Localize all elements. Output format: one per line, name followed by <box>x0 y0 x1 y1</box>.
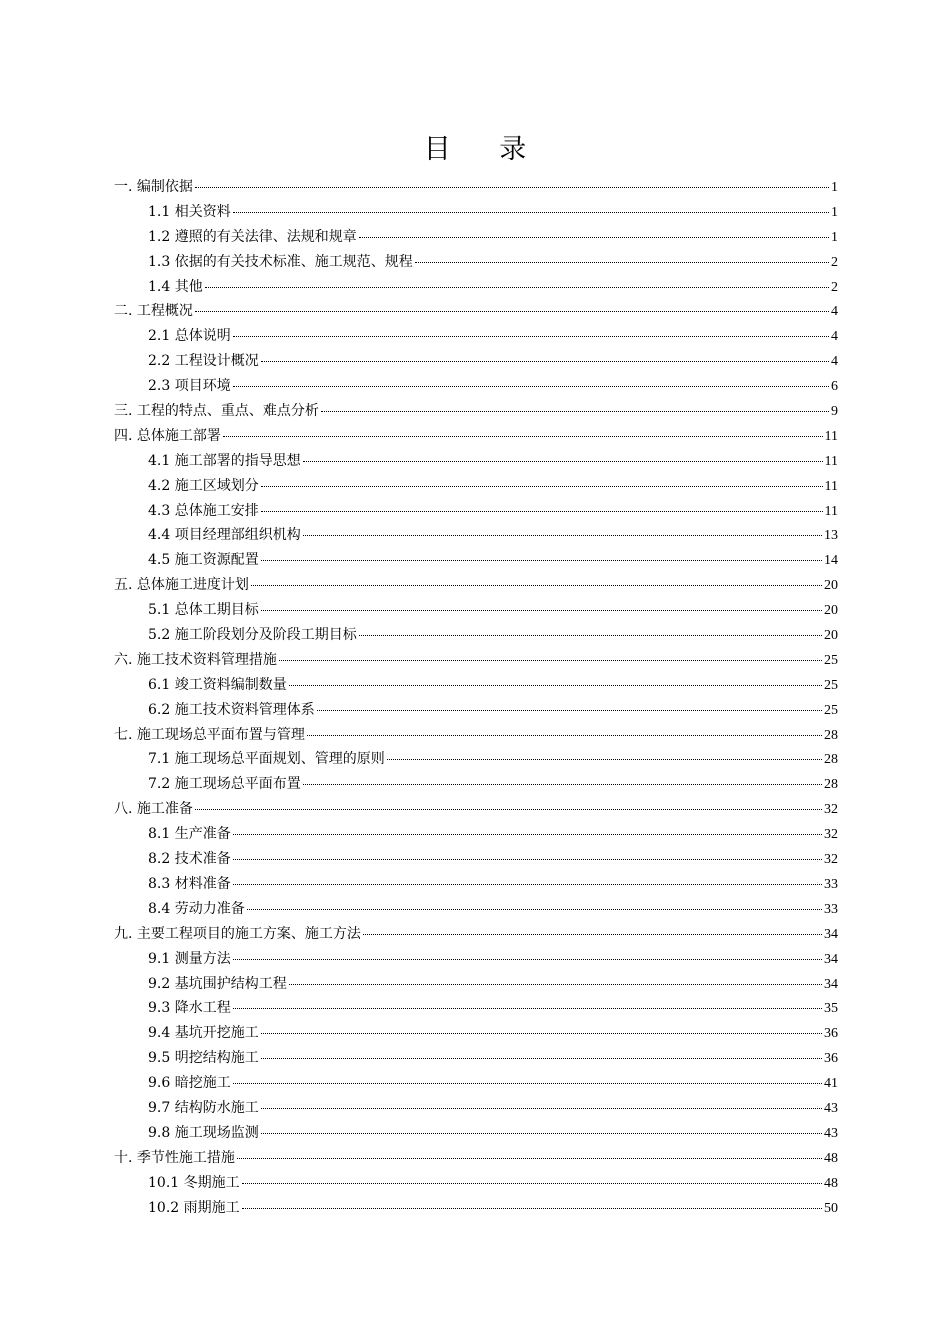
toc-section-entry[interactable] <box>114 872 838 897</box>
toc-page-number: 20 <box>824 578 838 594</box>
toc-dot-leader <box>415 262 829 263</box>
toc-entry-label: 十. 季节性施工措施 <box>114 1149 235 1166</box>
toc-section-entry[interactable] <box>114 698 838 723</box>
toc-page-number: 33 <box>824 876 838 892</box>
toc-section-entry[interactable] <box>114 250 838 275</box>
toc-entry-label: 5.2 施工阶段划分及阶段工期目标 <box>148 627 357 644</box>
toc-dot-leader <box>195 809 822 810</box>
toc-dot-leader <box>261 1133 822 1134</box>
toc-page-number: 25 <box>824 677 838 693</box>
toc-dot-leader <box>233 959 822 960</box>
toc-dot-leader <box>195 187 829 188</box>
toc-chapter-entry[interactable] <box>114 1146 838 1171</box>
toc-chapter-entry[interactable] <box>114 648 838 673</box>
toc-dot-leader <box>261 560 822 561</box>
toc-entry-label: 9.7 结构防水施工 <box>148 1099 259 1116</box>
toc-entry-label: 6.2 施工技术资料管理体系 <box>148 701 315 718</box>
toc-entry-label: 10.1 冬期施工 <box>148 1174 240 1191</box>
toc-entry-label: 1.2 遵照的有关法律、法规和规章 <box>148 228 357 245</box>
toc-page-number: 34 <box>824 926 838 942</box>
toc-page-number: 48 <box>824 1175 838 1191</box>
toc-page-number: 14 <box>824 553 838 569</box>
toc-entry-label: 4.1 施工部署的指导思想 <box>148 452 301 469</box>
toc-section-entry[interactable] <box>114 623 838 648</box>
toc-entry-label: 4.2 施工区域划分 <box>148 477 259 494</box>
toc-dot-leader <box>321 411 829 412</box>
toc-page-number: 25 <box>824 652 838 668</box>
toc-dot-leader <box>303 461 823 462</box>
toc-chapter-entry[interactable] <box>114 399 838 424</box>
toc-section-entry[interactable] <box>114 996 838 1021</box>
toc-dot-leader <box>233 884 822 885</box>
toc-chapter-entry[interactable] <box>114 723 838 748</box>
toc-entry-label: 8.1 生产准备 <box>148 826 231 843</box>
toc-page-number: 4 <box>831 354 838 370</box>
toc-dot-leader <box>261 1033 822 1034</box>
toc-section-entry[interactable] <box>114 972 838 997</box>
toc-dot-leader <box>387 759 822 760</box>
toc-chapter-entry[interactable] <box>114 922 838 947</box>
toc-page-number: 36 <box>824 1051 838 1067</box>
toc-entry-label: 8.4 劳动力准备 <box>148 900 245 917</box>
toc-dot-leader <box>233 859 822 860</box>
toc-section-entry[interactable] <box>114 598 838 623</box>
toc-entry-label: 9.4 基坑开挖施工 <box>148 1025 259 1042</box>
toc-dot-leader <box>261 1058 822 1059</box>
toc-page-number: 43 <box>824 1125 838 1141</box>
toc-section-entry[interactable] <box>114 324 838 349</box>
toc-entry-label: 三. 工程的特点、重点、难点分析 <box>114 403 319 420</box>
toc-dot-leader <box>303 535 822 536</box>
toc-dot-leader <box>303 784 822 785</box>
toc-section-entry[interactable] <box>114 275 838 300</box>
toc-chapter-entry[interactable] <box>114 573 838 598</box>
toc-dot-leader <box>233 834 822 835</box>
toc-page-number: 4 <box>831 329 838 345</box>
toc-entry-label: 八. 施工准备 <box>114 801 193 818</box>
toc-page-number: 1 <box>831 204 838 220</box>
toc-dot-leader <box>251 585 822 586</box>
toc-page-number: 28 <box>824 727 838 743</box>
toc-entry-label: 一. 编制依据 <box>114 179 193 195</box>
toc-dot-leader <box>359 237 829 238</box>
toc-page-number: 6 <box>831 379 838 395</box>
toc-section-entry[interactable] <box>114 1071 838 1096</box>
toc-page-number: 28 <box>824 752 838 768</box>
toc-entry-label: 9.5 明挖结构施工 <box>148 1050 259 1067</box>
toc-entry-label: 二. 工程概况 <box>114 303 193 320</box>
toc-section-entry[interactable] <box>114 947 838 972</box>
toc-page-number: 28 <box>824 777 838 793</box>
toc-section-entry[interactable] <box>114 1196 838 1221</box>
toc-section-entry[interactable] <box>114 548 838 573</box>
toc-page-number: 41 <box>824 1076 838 1092</box>
toc-section-entry[interactable] <box>114 1096 838 1121</box>
toc-entry-label: 1.4 其他 <box>148 278 203 295</box>
toc-dot-leader <box>242 1208 822 1209</box>
toc-dot-leader <box>359 635 822 636</box>
toc-entry-label: 7.1 施工现场总平面规划、管理的原则 <box>148 751 385 768</box>
toc-chapter-entry[interactable] <box>114 299 838 324</box>
table-of-contents <box>114 175 838 1220</box>
toc-section-entry[interactable] <box>114 897 838 922</box>
toc-page-number: 11 <box>824 428 838 444</box>
toc-dot-leader <box>233 1083 822 1084</box>
toc-entry-label: 4.3 总体施工安排 <box>148 502 259 519</box>
toc-entry-label: 1.3 依据的有关技术标准、施工规范、规程 <box>148 253 413 270</box>
toc-dot-leader <box>247 909 822 910</box>
toc-entry-label: 七. 施工现场总平面布置与管理 <box>114 726 305 743</box>
toc-dot-leader <box>237 1158 822 1159</box>
toc-entry-label: 2.1 总体说明 <box>148 328 231 345</box>
toc-entry-label: 六. 施工技术资料管理措施 <box>114 651 277 668</box>
toc-dot-leader <box>195 311 829 312</box>
toc-entry-label: 9.3 降水工程 <box>148 1000 231 1017</box>
toc-section-entry[interactable] <box>114 847 838 872</box>
toc-page-number: 34 <box>824 976 838 992</box>
toc-dot-leader <box>317 710 822 711</box>
toc-section-entry[interactable] <box>114 449 838 474</box>
toc-dot-leader <box>261 486 823 487</box>
toc-page-number: 11 <box>824 478 838 494</box>
toc-chapter-entry[interactable] <box>114 175 838 200</box>
toc-dot-leader <box>261 1108 822 1109</box>
toc-entry-label: 5.1 总体工期目标 <box>148 602 259 619</box>
toc-entry-label: 1.1 相关资料 <box>148 203 231 220</box>
toc-entry-label: 9.8 施工现场监测 <box>148 1124 259 1141</box>
toc-dot-leader <box>233 336 829 337</box>
toc-section-entry[interactable] <box>114 1171 838 1196</box>
toc-dot-leader <box>261 511 823 512</box>
toc-page-number: 35 <box>824 1001 838 1017</box>
toc-page-number: 36 <box>824 1026 838 1042</box>
page-title: 目 录 <box>423 134 547 165</box>
toc-dot-leader <box>205 287 829 288</box>
toc-section-entry[interactable] <box>114 1046 838 1071</box>
toc-section-entry[interactable] <box>114 1021 838 1046</box>
toc-entry-label: 4.4 项目经理部组织机构 <box>148 527 301 544</box>
toc-dot-leader <box>289 984 822 985</box>
toc-page-number: 20 <box>824 603 838 619</box>
toc-page-number: 11 <box>824 453 838 469</box>
toc-section-entry[interactable] <box>114 349 838 374</box>
toc-section-entry[interactable] <box>114 822 838 847</box>
toc-page-number: 33 <box>824 901 838 917</box>
toc-page-number: 43 <box>824 1100 838 1116</box>
toc-entry-label: 9.1 测量方法 <box>148 950 231 967</box>
toc-entry-label: 2.3 项目环境 <box>148 378 231 395</box>
toc-section-entry[interactable] <box>114 523 838 548</box>
toc-entry-label: 8.3 材料准备 <box>148 875 231 892</box>
toc-page-number: 32 <box>824 852 838 868</box>
toc-page-number: 1 <box>831 229 838 245</box>
toc-section-entry[interactable] <box>114 374 838 399</box>
toc-chapter-entry[interactable] <box>114 424 838 449</box>
toc-section-entry[interactable] <box>114 499 838 524</box>
toc-entry-label: 10.2 雨期施工 <box>148 1199 240 1216</box>
toc-entry-label: 6.1 竣工资料编制数量 <box>148 676 287 693</box>
toc-section-entry[interactable] <box>114 1121 838 1146</box>
toc-dot-leader <box>307 735 822 736</box>
toc-page-number: 32 <box>824 802 838 818</box>
toc-entry-label: 9.6 暗挖施工 <box>148 1075 231 1092</box>
toc-page-number: 32 <box>824 827 838 843</box>
toc-page-number: 13 <box>824 528 838 544</box>
toc-page-number: 2 <box>831 279 838 295</box>
toc-page-number: 9 <box>831 404 838 420</box>
toc-page-number: 2 <box>831 254 838 270</box>
toc-dot-leader <box>289 685 822 686</box>
toc-entry-label: 四. 总体施工部署 <box>114 427 221 444</box>
toc-page-number: 1 <box>831 180 838 195</box>
toc-section-entry[interactable] <box>114 747 838 772</box>
toc-entry-label: 五. 总体施工进度计划 <box>114 577 249 594</box>
toc-dot-leader <box>261 610 822 611</box>
toc-page-number: 34 <box>824 951 838 967</box>
toc-page-number: 11 <box>824 503 838 519</box>
toc-entry-label: 9.2 基坑围护结构工程 <box>148 975 287 992</box>
toc-page-number: 20 <box>824 628 838 644</box>
toc-dot-leader <box>363 934 822 935</box>
toc-entry-label: 7.2 施工现场总平面布置 <box>148 776 301 793</box>
toc-entry-label: 2.2 工程设计概况 <box>148 353 259 370</box>
toc-dot-leader <box>233 212 829 213</box>
toc-page-number: 50 <box>824 1200 838 1216</box>
toc-section-entry[interactable] <box>114 200 838 225</box>
toc-section-entry[interactable] <box>114 474 838 499</box>
toc-dot-leader <box>279 660 822 661</box>
toc-entry-label: 九. 主要工程项目的施工方案、施工方法 <box>114 925 361 942</box>
toc-dot-leader <box>233 1008 822 1009</box>
toc-page-number: 4 <box>831 304 838 320</box>
toc-entry-label: 8.2 技术准备 <box>148 851 231 868</box>
toc-section-entry[interactable] <box>114 673 838 698</box>
toc-section-entry[interactable] <box>114 772 838 797</box>
toc-dot-leader <box>233 386 829 387</box>
toc-section-entry[interactable] <box>114 225 838 250</box>
toc-dot-leader <box>223 436 823 437</box>
toc-entry-label: 4.5 施工资源配置 <box>148 552 259 569</box>
toc-page-number: 48 <box>824 1150 838 1166</box>
toc-page-number: 25 <box>824 702 838 718</box>
toc-dot-leader <box>242 1183 822 1184</box>
toc-chapter-entry[interactable] <box>114 797 838 822</box>
toc-dot-leader <box>261 361 829 362</box>
